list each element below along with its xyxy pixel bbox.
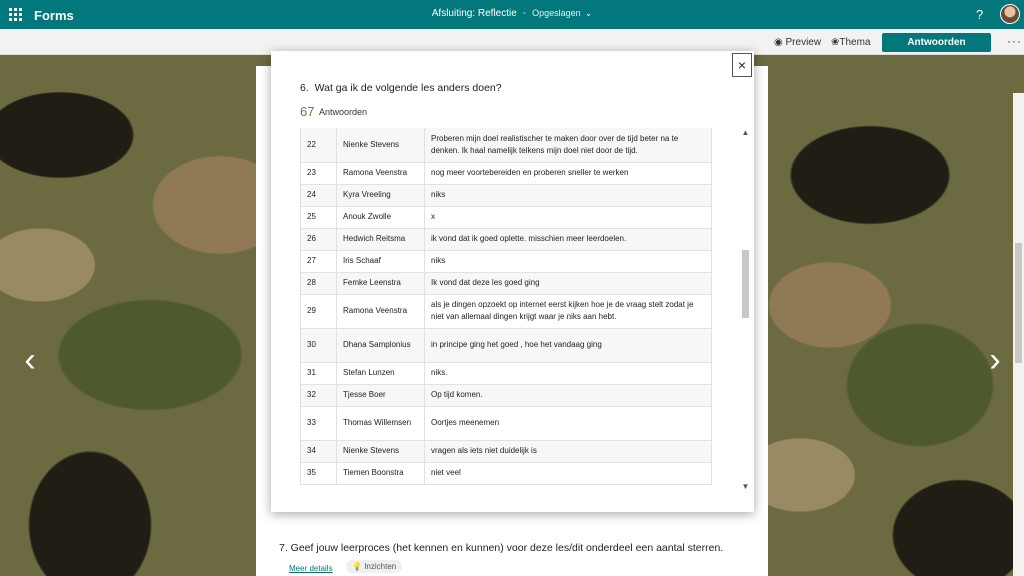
- question-number: 6.: [300, 82, 309, 94]
- page-scrollbar-thumb[interactable]: [1015, 243, 1022, 363]
- table-row: [301, 384, 712, 406]
- collect-responses-button[interactable]: Antwoorden: [882, 33, 991, 52]
- top-bar: [0, 0, 1024, 29]
- respondent-name: Iris Schaaf: [337, 250, 425, 272]
- row-number: 25: [301, 206, 337, 228]
- theme-label: Thema: [839, 37, 871, 48]
- response-text: als je dingen opzoekt op internet eerst kijken hoe je de vraag stelt zodat je niet van allemaal dingen krijgt waar je niks aan hebt.: [425, 294, 712, 328]
- respondent-name: Anouk Zwolle: [337, 206, 425, 228]
- close-button[interactable]: ×: [732, 53, 752, 77]
- table-row: [301, 206, 712, 228]
- preview-label: Preview: [785, 37, 822, 48]
- table-row: [301, 362, 712, 384]
- responses-table-container[interactable]: [300, 128, 712, 494]
- eye-icon: ◉: [774, 37, 783, 48]
- row-number: 31: [301, 362, 337, 384]
- insights-label: Inzichten: [364, 562, 397, 571]
- respondent-name: Thomas Willemsen: [337, 406, 425, 440]
- table-row: [301, 272, 712, 294]
- table-row: [301, 328, 712, 362]
- chevron-down-icon[interactable]: ▼: [741, 482, 750, 491]
- insights-button[interactable]: [346, 560, 402, 573]
- question-7-title: 7. Geef jouw leerproces (het kennen en kunnen) voor deze les/dit onderdeel een aantal sterren.: [279, 542, 724, 554]
- page-scrollbar[interactable]: [1013, 93, 1024, 576]
- chevron-down-icon[interactable]: ⌄: [584, 8, 593, 18]
- row-number: 27: [301, 250, 337, 272]
- more-options-icon[interactable]: ···: [1007, 34, 1022, 48]
- theme-button[interactable]: [831, 37, 871, 48]
- respondent-name: Ramona Veenstra: [337, 294, 425, 328]
- table-row: [301, 462, 712, 484]
- row-number: 23: [301, 162, 337, 184]
- response-text: niks: [425, 250, 712, 272]
- table-row: [301, 228, 712, 250]
- respondent-name: Stefan Lunzen: [337, 362, 425, 384]
- row-number: 33: [301, 406, 337, 440]
- table-row: [301, 250, 712, 272]
- respondent-name: Femke Leenstra: [337, 272, 425, 294]
- table-row: [301, 128, 712, 162]
- title-separator: -: [522, 8, 527, 19]
- dialog-scrollbar-thumb[interactable]: [742, 250, 749, 318]
- respondent-name: Ramona Veenstra: [337, 162, 425, 184]
- row-number: 35: [301, 462, 337, 484]
- row-number: 34: [301, 440, 337, 462]
- app-name[interactable]: Forms: [34, 8, 74, 23]
- responses-dialog: [271, 51, 754, 512]
- row-number: 28: [301, 272, 337, 294]
- row-number: 29: [301, 294, 337, 328]
- row-number: 24: [301, 184, 337, 206]
- response-count: 67: [300, 104, 315, 119]
- respondent-name: Tjesse Boer: [337, 384, 425, 406]
- response-text: x: [425, 206, 712, 228]
- dialog-scrollbar[interactable]: [741, 128, 750, 494]
- response-text: Proberen mijn doel realistischer te maken door over de tijd beter na te denken. Ik haal namelijk telkens mijn doel niet door de tijd.: [425, 128, 712, 162]
- chevron-left-icon[interactable]: ‹: [24, 341, 36, 379]
- avatar[interactable]: [1000, 4, 1020, 24]
- respondent-name: Tiemen Boonstra: [337, 462, 425, 484]
- row-number: 26: [301, 228, 337, 250]
- response-text: niks.: [425, 362, 712, 384]
- respondent-name: Hedwich Reitsma: [337, 228, 425, 250]
- form-title[interactable]: Afsluiting: Reflectie: [431, 8, 517, 19]
- question-title: [300, 82, 502, 94]
- palette-icon: ❀: [831, 37, 840, 48]
- table-row: [301, 440, 712, 462]
- chevron-up-icon[interactable]: ▲: [741, 128, 750, 137]
- response-text: nog meer voortebereiden en proberen sneller te werken: [425, 162, 712, 184]
- respondent-name: Kyra Vreeling: [337, 184, 425, 206]
- table-row: [301, 162, 712, 184]
- respondent-name: Nienke Stevens: [337, 440, 425, 462]
- lightbulb-icon: 💡: [352, 562, 362, 571]
- row-number: 22: [301, 128, 337, 162]
- table-row: [301, 406, 712, 440]
- response-text: niks: [425, 184, 712, 206]
- respondent-name: Dhana Samplonius: [337, 328, 425, 362]
- table-row: [301, 184, 712, 206]
- row-number: 32: [301, 384, 337, 406]
- response-text: niet veel: [425, 462, 712, 484]
- preview-button[interactable]: [774, 37, 821, 48]
- form-title-area: [0, 8, 1024, 19]
- help-icon[interactable]: ?: [976, 7, 984, 22]
- save-status[interactable]: Opgeslagen: [532, 8, 581, 18]
- respondent-name: Nienke Stevens: [337, 128, 425, 162]
- response-count-label: Antwoorden: [319, 107, 368, 117]
- response-text: in principe ging het goed , hoe het vandaag ging: [425, 328, 712, 362]
- row-number: 30: [301, 328, 337, 362]
- response-text: Ik vond dat deze les goed ging: [425, 272, 712, 294]
- question-text: Wat ga ik de volgende les anders doen?: [314, 82, 502, 94]
- responses-table: [300, 128, 712, 485]
- response-text: vragen als iets niet duidelijk is: [425, 440, 712, 462]
- table-row: [301, 294, 712, 328]
- response-text: Oortjes meenemen: [425, 406, 712, 440]
- chevron-right-icon[interactable]: ›: [989, 341, 1001, 379]
- response-text: ik vond dat ik goed oplette. misschien meer leerdoelen.: [425, 228, 712, 250]
- more-details-link[interactable]: Meer details: [289, 564, 333, 573]
- response-text: Op tijd komen.: [425, 384, 712, 406]
